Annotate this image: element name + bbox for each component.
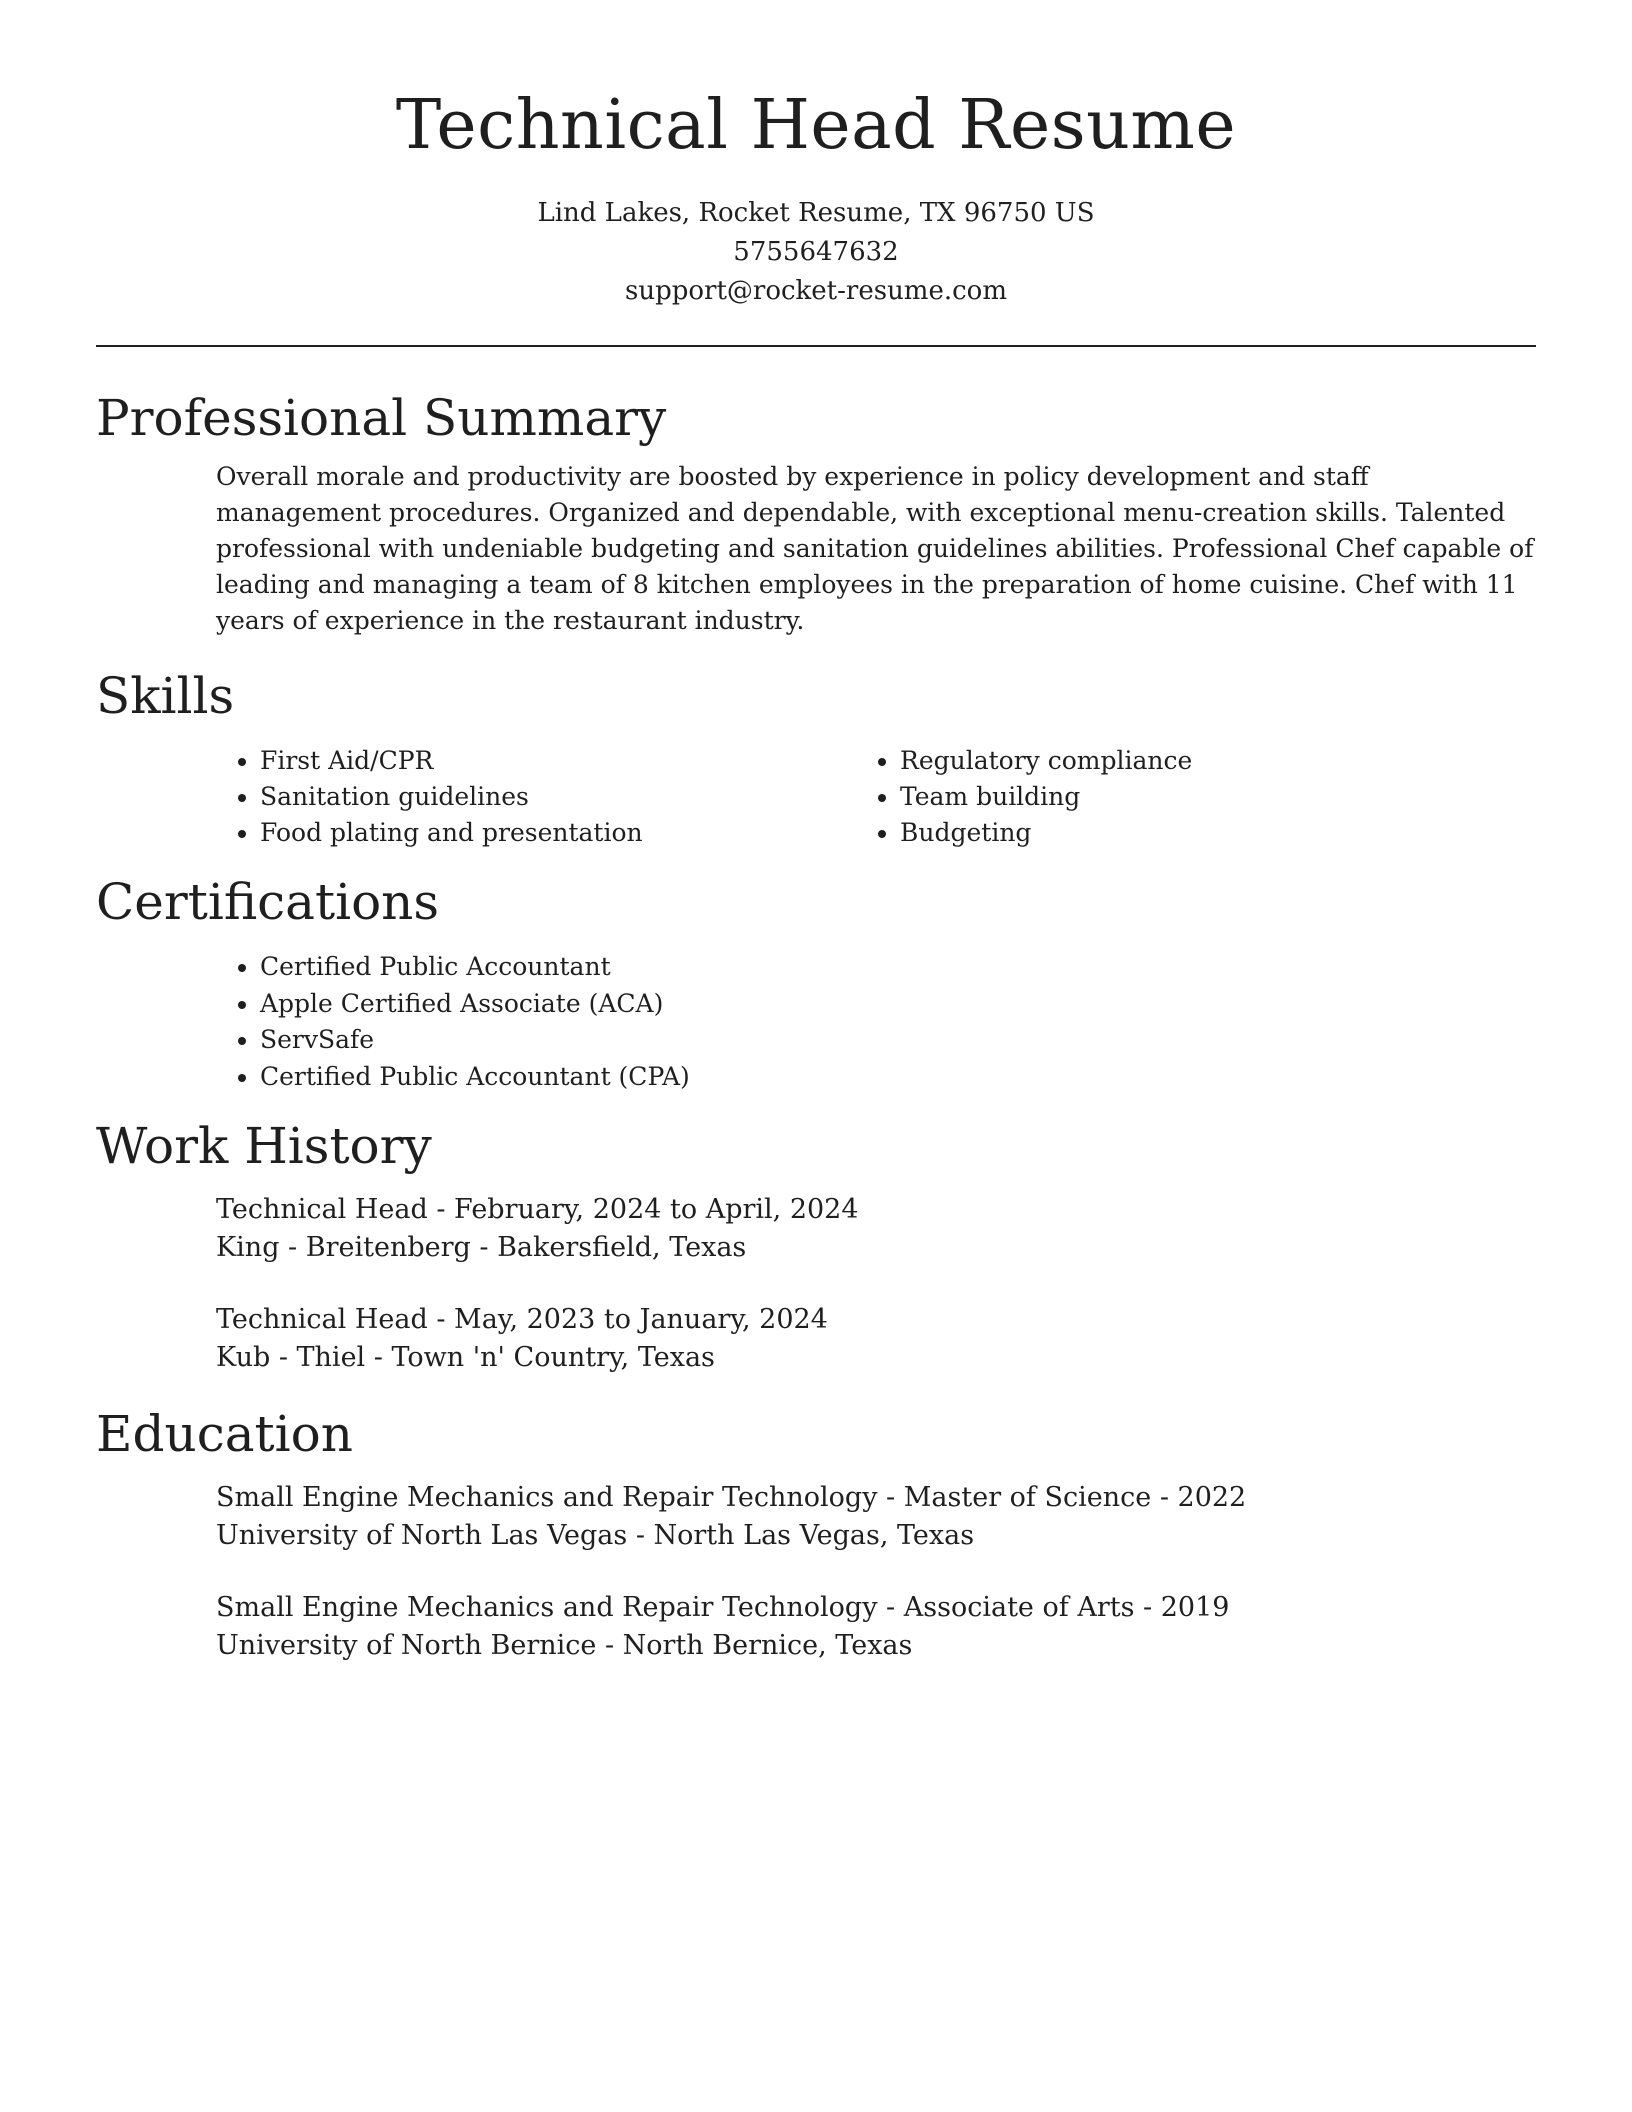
skill-item: • Food plating and presentation bbox=[260, 815, 746, 851]
education-entry-degree: Small Engine Mechanics and Repair Technology - Associate of Arts - 2019 bbox=[216, 1592, 1230, 1623]
certification-item: • ServSafe bbox=[260, 1022, 1536, 1059]
work-entry bbox=[216, 1301, 1536, 1377]
work-entry-employer: Kub - Thiel - Town 'n' Country, Texas bbox=[216, 1342, 715, 1373]
skill-item: • Sanitation guidelines bbox=[260, 779, 746, 815]
work-entries bbox=[216, 1191, 1536, 1377]
section-heading-education: Education bbox=[96, 1405, 353, 1463]
skill-item: • Regulatory compliance bbox=[900, 743, 1386, 779]
skill-item: • Budgeting bbox=[900, 815, 1386, 851]
section-education bbox=[96, 1403, 1536, 1665]
education-entry bbox=[216, 1479, 1536, 1555]
skill-item: • First Aid/CPR bbox=[260, 743, 746, 779]
header-divider bbox=[96, 345, 1536, 347]
skills-columns bbox=[96, 743, 1536, 851]
education-entry-school: University of North Las Vegas - North Las Vegas, Texas bbox=[216, 1520, 975, 1551]
contact-email: support@rocket-resume.com bbox=[624, 276, 1007, 306]
resume-title: Technical Head Resume bbox=[395, 86, 1237, 165]
education-entry-degree: Small Engine Mechanics and Repair Technology - Master of Science - 2022 bbox=[216, 1482, 1247, 1513]
skills-list-right bbox=[746, 743, 1386, 851]
certification-item: • Certified Public Accountant (CPA) bbox=[260, 1059, 1536, 1096]
work-entry bbox=[216, 1191, 1536, 1267]
section-heading-summary: Professional Summary bbox=[96, 389, 667, 447]
section-heading-certifications: Certifications bbox=[96, 873, 440, 931]
work-entry-title: Technical Head - May, 2023 to January, 2024 bbox=[216, 1304, 828, 1335]
resume-header bbox=[96, 0, 1536, 311]
work-entry-title: Technical Head - February, 2024 to April, 2024 bbox=[216, 1194, 859, 1225]
education-entry bbox=[216, 1589, 1536, 1665]
section-professional-summary bbox=[96, 387, 1536, 639]
skill-item: • Team building bbox=[900, 779, 1386, 815]
education-entries bbox=[216, 1479, 1536, 1665]
certification-item: • Certified Public Accountant bbox=[260, 949, 1536, 986]
certifications-list bbox=[96, 949, 1536, 1095]
contact-phone: 5755647632 bbox=[733, 237, 899, 267]
summary-paragraph: Overall morale and productivity are boosted by experience in policy development and staff management procedures. Organized and dependable, with exceptional menu-creation skills. Talented professional with undeniable budgeting and sanitation guidelines abilities. Professional Chef capable of leading and managing a team of 8 kitchen employees in the preparation of home cuisine. Chef with 11 years of experience in the restaurant industry. bbox=[216, 462, 1534, 635]
resume-page bbox=[96, 0, 1536, 1665]
contact-block bbox=[96, 194, 1536, 311]
section-heading-work: Work History bbox=[96, 1117, 432, 1175]
contact-address: Lind Lakes, Rocket Resume, TX 96750 US bbox=[537, 198, 1095, 228]
section-certifications bbox=[96, 871, 1536, 1095]
section-heading-skills: Skills bbox=[96, 667, 235, 725]
section-work-history bbox=[96, 1115, 1536, 1377]
education-entry-school: University of North Bernice - North Bernice, Texas bbox=[216, 1630, 913, 1661]
work-entry-employer: King - Breitenberg - Bakersfield, Texas bbox=[216, 1232, 747, 1263]
section-skills bbox=[96, 665, 1536, 851]
skills-list-left bbox=[96, 743, 746, 851]
certification-item: • Apple Certified Associate (ACA) bbox=[260, 986, 1536, 1023]
